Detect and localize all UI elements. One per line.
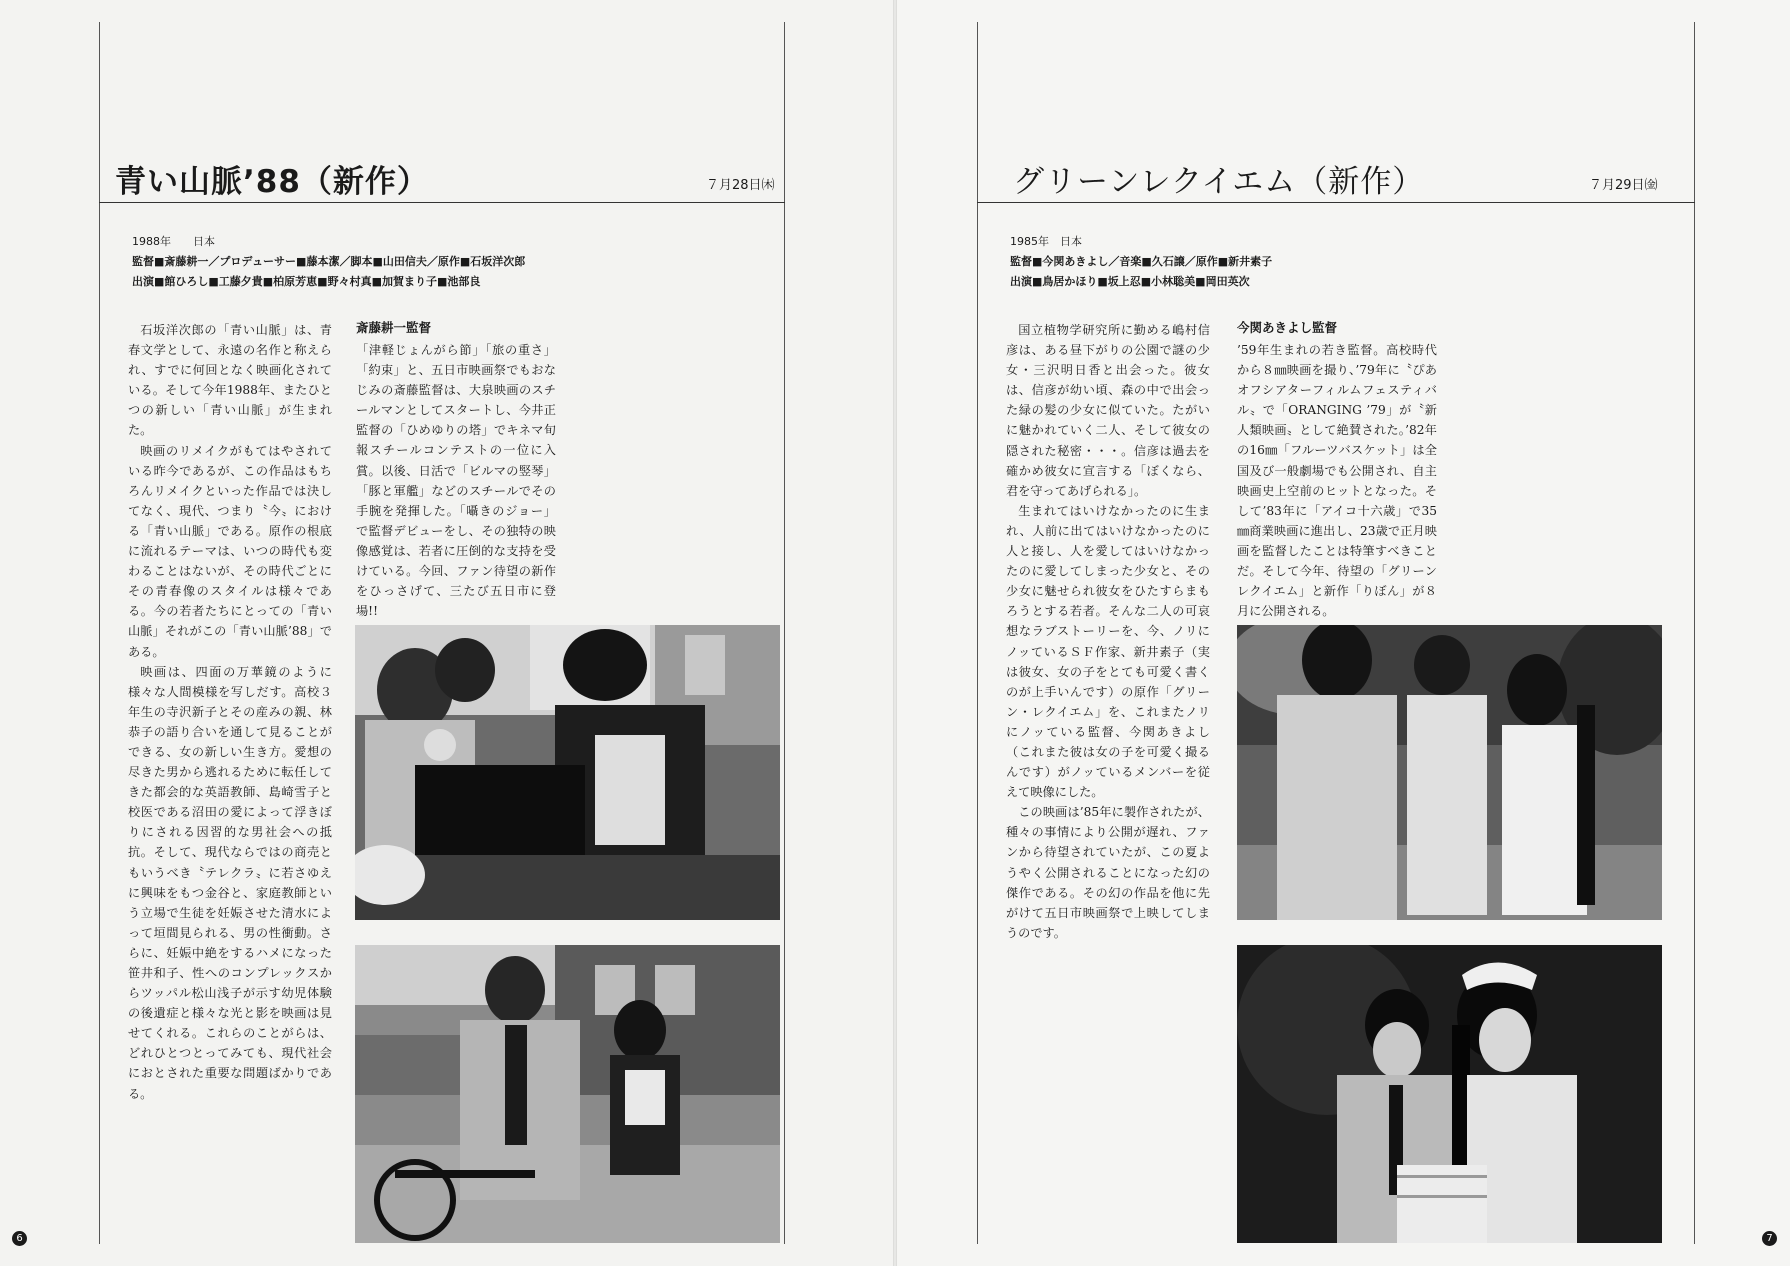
director-profile [1237, 340, 1437, 621]
director-heading: 斎藤耕一監督 [356, 320, 432, 335]
cast-credits: 出演■館ひろし■工藤夕貴■柏原芳恵■野々村真■加賀まり子■池部良 [132, 275, 481, 288]
synopsis-paragraph: 映画は、四面の万華鏡のように様々な人間模様を写しだす。高校３年生の寺沢新子とその産みの親、林恭子の語り合いを通して見ることができる、女の新しい生き方。愛想の尽きた男から逃れるために転任してきた都会的な英語教師、島崎雪子と校医である沼田の愛によって浮きぼりにされる因習的な男社会への抵抗。そして、現代ならではの商売ともいうべき〝テレクラ〟に若さゆえに興味をもつ金谷と、家庭教師という立場で生徒を妊娠させた清水によって垣間見られる、男の性衝動。さらに、妊娠中絶をするハメになった笹井和子、性へのコンプレックスからツッパル松山浅子が示す幼児体験の後遺症と様々な光と影を映画は見せてくれる。これらのことがらは、どれひとつとってみても、現代社会におとされた重要な問題ばかりである。 [128, 664, 332, 1101]
synopsis-paragraph: 生まれてはいけなかったのに生まれ、人前に出てはいけなかったのに人と接し、人を愛してはいけなかったのに愛してしまった少女と、その少女に魅せられ彼女をひたすらまもろうとする若者。そんな二人の可哀想なラブストーリーを、今、ノリにノッているＳＦ作家、新井素子（実は彼女、女の子をとても可愛く書くのが上手いんです）の原作「グリーン・レクイエム」を、これまたノリにノッている監督、今関あきよし（これまた彼は女の子を可愛く撮るんです）がノッているメンバーを従えて映像にした。 [1006, 503, 1210, 800]
cast-still-photo [355, 945, 780, 1243]
production-still-photo [355, 625, 780, 920]
film-title: 青い山脈’88（新作） [115, 164, 429, 200]
cast-still-photo [1237, 625, 1662, 920]
screening-date: ７月29日㈮ [1589, 178, 1658, 193]
cast-credits: 出演■鳥居かほり■坂上忍■小林聡美■岡田英次 [1010, 275, 1250, 288]
couple-scene-photo-icon [1237, 945, 1662, 1243]
screening-date: ７月28日㈭ [706, 178, 775, 193]
synopsis-column [128, 320, 332, 1104]
director-text: 「津軽じょんがら節」「旅の重さ」「約束」と、五日市映画祭でもおなじみの斎藤監督は、大泉映画のスチールマンとしてスタートし、今井正監督の「ひめゆりの塔」でキネマ旬報スチールコンテストの一位に入賞。以後、日活で「ビルマの竪琴」「豚と軍艦」などのスチールでその手腕を発揮した。「囁きのジョー」で監督デビューをし、その独特の映像感覚は、若者に圧倒的な支持を受けている。今回、ファン待望の新作をひっさげて、三たび五日市に登場!! [356, 343, 556, 619]
right-margin-rule [977, 22, 978, 1244]
director-profile [356, 340, 556, 621]
page-number: 7 [1762, 1231, 1777, 1246]
film-credits [132, 232, 525, 292]
film-title: グリーンレクイエム（新作） [1013, 164, 1425, 200]
year-country: 1985年 日本 [1010, 235, 1082, 248]
couple-still-photo [1237, 945, 1662, 1243]
year-country: 1988年 日本 [132, 235, 215, 248]
forest-scene-photo-icon [1237, 625, 1662, 920]
left-margin-rule [99, 22, 100, 1244]
film-crew-photo-icon [355, 625, 780, 920]
page-number: 6 [12, 1231, 27, 1246]
title-rule [99, 202, 785, 203]
synopsis-column [1006, 320, 1210, 943]
synopsis-paragraph: この映画は’85年に製作されたが、種々の事情により公開が遅れ、ファンから待望されていたが、この夏ようやく公開されることになった幻の傑作である。その幻の作品を他に先がけて五日市映画祭で上映してしまうのです。 [1006, 805, 1210, 940]
left-column-rule [784, 22, 785, 1244]
film-credits [1010, 232, 1272, 292]
right-page [897, 0, 1790, 1266]
director-heading: 今関あきよし監督 [1237, 320, 1338, 335]
synopsis-paragraph: 石坂洋次郎の「青い山脈」は、青春文学として、永遠の名作と称えられ、すでに何回となく映画化されている。そして今年1988年、またひとつの新しい「青い山脈」が生まれた。 [128, 323, 332, 438]
right-column-rule [1694, 22, 1695, 1244]
synopsis-paragraph: 国立植物学研究所に勤める嶋村信彦は、ある昼下がりの公園で謎の少女・三沢明日香と出会った。彼女は、信彦が幼い頃、森の中で出会った緑の髪の少女に似ていた。たがいに魅かれていく二人、そして彼女の隠された秘密・・・。信彦は過去を確かめ彼女に宣言する「ぼくなら、君を守ってあげられる」。 [1006, 323, 1210, 498]
left-page [0, 0, 893, 1266]
director-text: ’59年生まれの若き監督。高校時代から８㎜映画を撮り、’79年に〝ぴあオフシアターフィルムフェスティバル〟で「ORANGING ’79」が〝新人類映画〟として絶賛された。’82年の16㎜「フルーツバスケット」は全国及び一般劇場でも公開され、自主映画史上空前のヒットとなった。そして’83年に「アイコ十六歳」で35㎜商業映画に進出し、23歳で正月映画を監督したことは特筆すべきことだ。そして今年、待望の「グリーンレクイエム」と新作「りぼん」が８月に公開される。 [1237, 343, 1437, 619]
bicycle-scene-photo-icon [355, 945, 780, 1243]
staff-credits: 監督■斎藤耕一／プロデューサー■藤本潔／脚本■山田信夫／原作■石坂洋次郎 [132, 255, 526, 268]
synopsis-paragraph: 映画のリメイクがもてはやされている昨今であるが、この作品はもちろんリメイクといった作品では決してなく、現代、つまり〝今〟における「青い山脈」である。原作の根底に流れるテーマは、いつの時代も変わることはないが、その時代ごとにその青春像のスタイルは様々である。今の若者たちにとっての「青い山脈」それがこの「青い山脈’88」である。 [128, 443, 332, 659]
staff-credits: 監督■今関あきよし／音楽■久石譲／原作■新井素子 [1010, 255, 1273, 268]
title-rule [977, 202, 1695, 203]
